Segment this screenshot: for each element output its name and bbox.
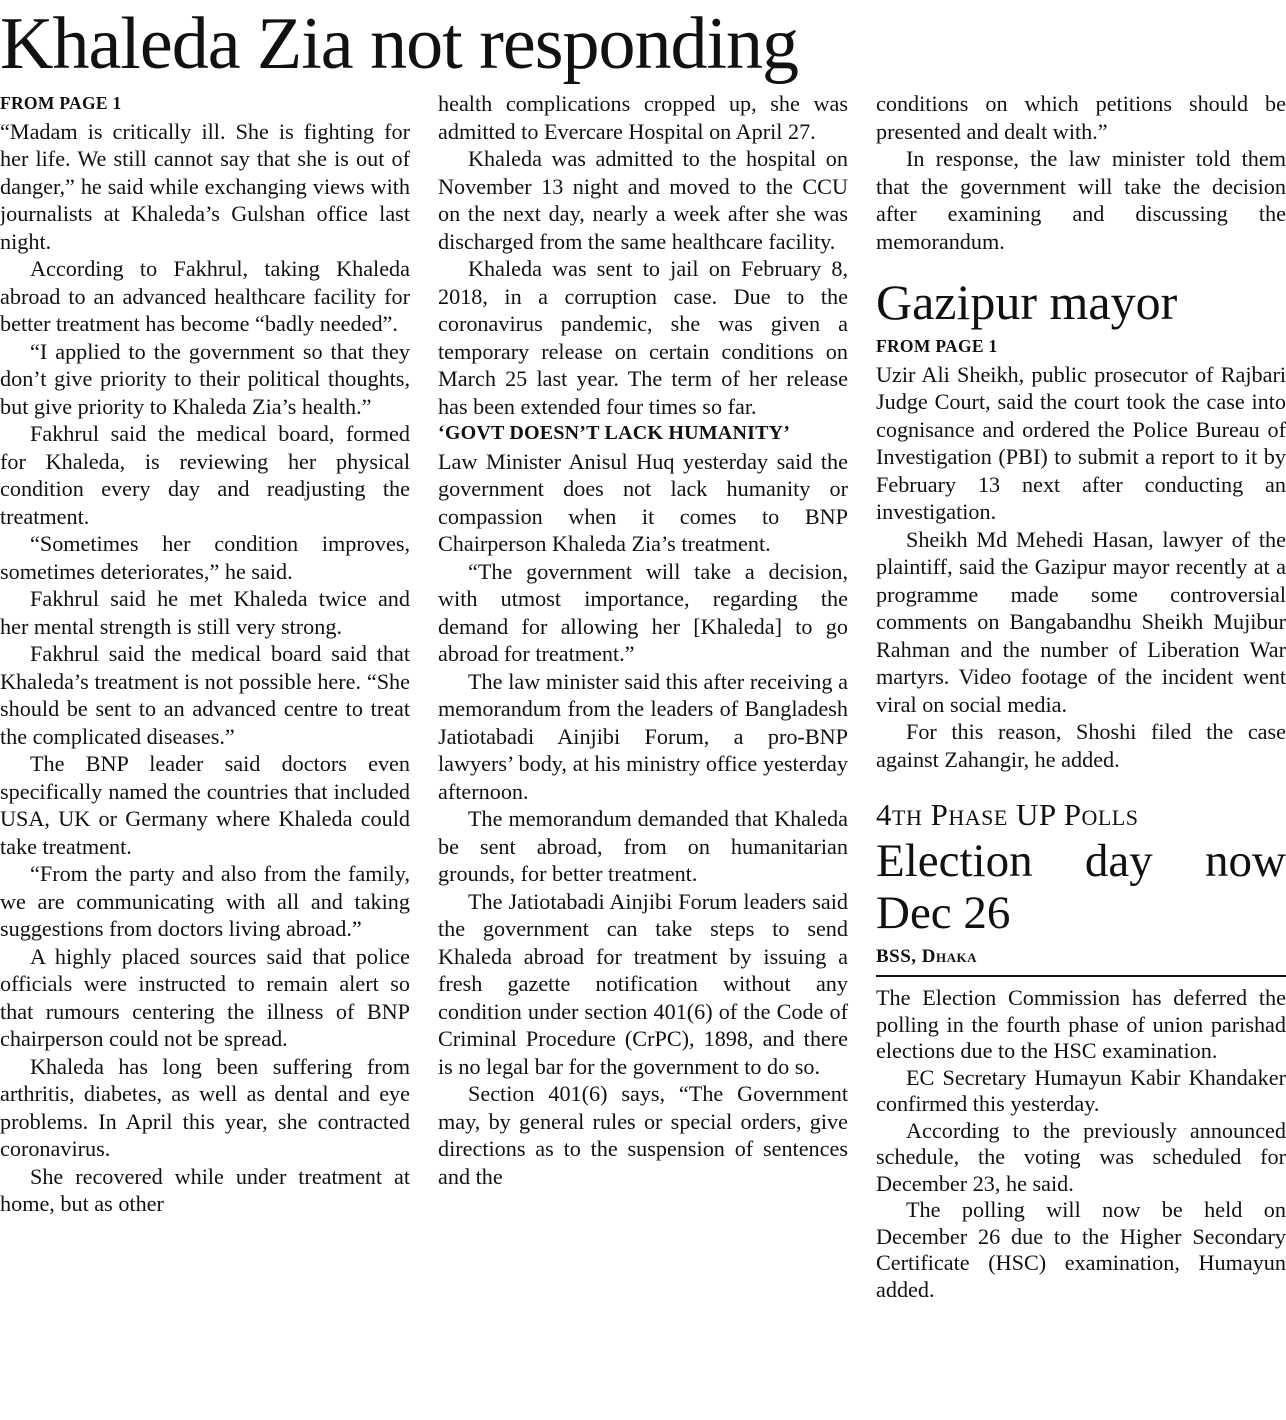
paragraph: The Jatiotabadi Ainjibi Forum leaders said the government can take steps to send Khaleda abroad for treatment by issuing a fresh gazette notification without any condition under section 401(6) of the Code of Criminal Procedure (CrPC), 1898, and there is no legal bar for the government to do so.: [438, 888, 848, 1079]
column-3: [876, 90, 1286, 1303]
paragraph: Uzir Ali Sheikh, public prosecutor of Rajbari Judge Court, said the court took the case into cognisance and ordered the Police Bureau of Investigation (PBI) to submit a report to it by February 13 next after conducting an investigation.: [876, 361, 1286, 524]
gazipur-headline: Gazipur mayor: [876, 274, 1178, 330]
byline: BSS, Dhaka: [876, 943, 1286, 977]
from-page-kicker: FROM PAGE 1: [0, 93, 122, 113]
paragraph: For this reason, Shoshi filed the case against Zahangir, he added.: [876, 719, 1286, 772]
paragraph: Khaleda was admitted to the hospital on November 13 night and moved to the CCU on the next day, nearly a week after she was discharged from the same healthcare facility.: [438, 146, 848, 254]
election-kicker: 4th Phase UP Polls: [876, 797, 1139, 832]
paragraph: Section 401(6) says, “The Government may, by general rules or special orders, give directions as to the suspension of sentences and the: [438, 1081, 848, 1189]
paragraph: Fakhrul said he met Khaleda twice and her mental strength is still very strong.: [0, 586, 410, 639]
paragraph: Law Minister Anisul Huq yesterday said the government does not lack humanity or compassion when it comes to BNP Chairperson Khaleda Zia’s treatment.: [438, 448, 848, 556]
paragraph: “From the party and also from the family, we are communicating with all and taking suggestions from doctors living abroad.”: [0, 861, 410, 941]
paragraph: According to Fakhrul, taking Khaleda abroad to an advanced healthcare facility for better treatment has become “badly needed”.: [0, 256, 410, 336]
paragraph: “The government will take a decision, with utmost importance, regarding the demand for allowing her [Khaleda] to go abroad for treatment.”: [438, 558, 848, 666]
paragraph: The Election Commission has deferred the polling in the fourth phase of union parishad elections due to the HSC examination.: [876, 985, 1286, 1063]
main-headline: Khaleda Zia not responding: [0, 3, 799, 85]
paragraph: Sheikh Md Mehedi Hasan, lawyer of the plaintiff, said the Gazipur mayor recently at a programme made some controversial comments on Bangabandhu Sheikh Mujibur Rahman and the number of Liberation War martyrs. Video footage of the incident went viral on social media.: [876, 526, 1286, 717]
column-1: [0, 90, 410, 1218]
paragraph: In response, the law minister told them that the government will take the decision after examining and discussing the memorandum.: [876, 146, 1286, 254]
paragraph: The polling will now be held on December 26 due to the Higher Secondary Certificate (HSC) examination, Humayun added.: [876, 1197, 1286, 1302]
paragraph: conditions on which petitions should be presented and dealt with.”: [876, 91, 1286, 144]
paragraph: The law minister said this after receiving a memorandum from the leaders of Bangladesh Jatiotabadi Ainjibi Forum, a pro-BNP lawyers’ body, at his ministry office yesterday afternoon.: [438, 668, 848, 804]
paragraph: The memorandum demanded that Khaleda be sent abroad, from on humanitarian grounds, for better treatment.: [438, 806, 848, 886]
paragraph: Fakhrul said the medical board, formed for Khaleda, is reviewing her physical condition every day and readjusting the treatment.: [0, 421, 410, 529]
from-page-kicker: FROM PAGE 1: [876, 336, 998, 356]
paragraph: “I applied to the government so that they don’t give priority to their political thoughts, but give priority to Khaleda Zia’s health.”: [0, 338, 410, 419]
section-subhead: ‘GOVT DOESN’T LACK HUMANITY’: [438, 422, 791, 444]
paragraph: According to the previously announced schedule, the voting was scheduled for December 23, he said.: [876, 1117, 1286, 1196]
paragraph: EC Secretary Humayun Kabir Khandaker confirmed this yesterday.: [876, 1064, 1286, 1116]
paragraph: Khaleda has long been suffering from arthritis, diabetes, as well as dental and eye problems. In April this year, she contracted coronavirus.: [0, 1053, 410, 1161]
paragraph: Khaleda was sent to jail on February 8, 2018, in a corruption case. Due to the coronavirus pandemic, she was given a temporary release on certain conditions on March 25 last year. The term of her release has been extended four times so far.: [438, 256, 848, 419]
paragraph: health complications cropped up, she was admitted to Evercare Hospital on April 27.: [438, 91, 848, 144]
column-2: [438, 90, 848, 1190]
paragraph: A highly placed sources said that police officials were instructed to remain alert so that rumours centering the illness of BNP chairperson could not be spread.: [0, 943, 410, 1051]
paragraph: “Sometimes her condition improves, sometimes deteriorates,” he said.: [0, 531, 410, 584]
paragraph: The BNP leader said doctors even specifically named the countries that included USA, UK or Germany where Khaleda could take treatment.: [0, 751, 410, 859]
paragraph: “Madam is critically ill. She is fighting for her life. We still cannot say that she is out of danger,” he said while exchanging views with journalists at Khaleda’s Gulshan office last night.: [0, 118, 410, 254]
election-headline: Election day now Dec 26: [876, 835, 1286, 939]
paragraph: Fakhrul said the medical board said that Khaleda’s treatment is not possible here. “She should be sent to an advanced centre to treat the complicated diseases.”: [0, 641, 410, 749]
paragraph: She recovered while under treatment at home, but as other: [0, 1163, 410, 1216]
